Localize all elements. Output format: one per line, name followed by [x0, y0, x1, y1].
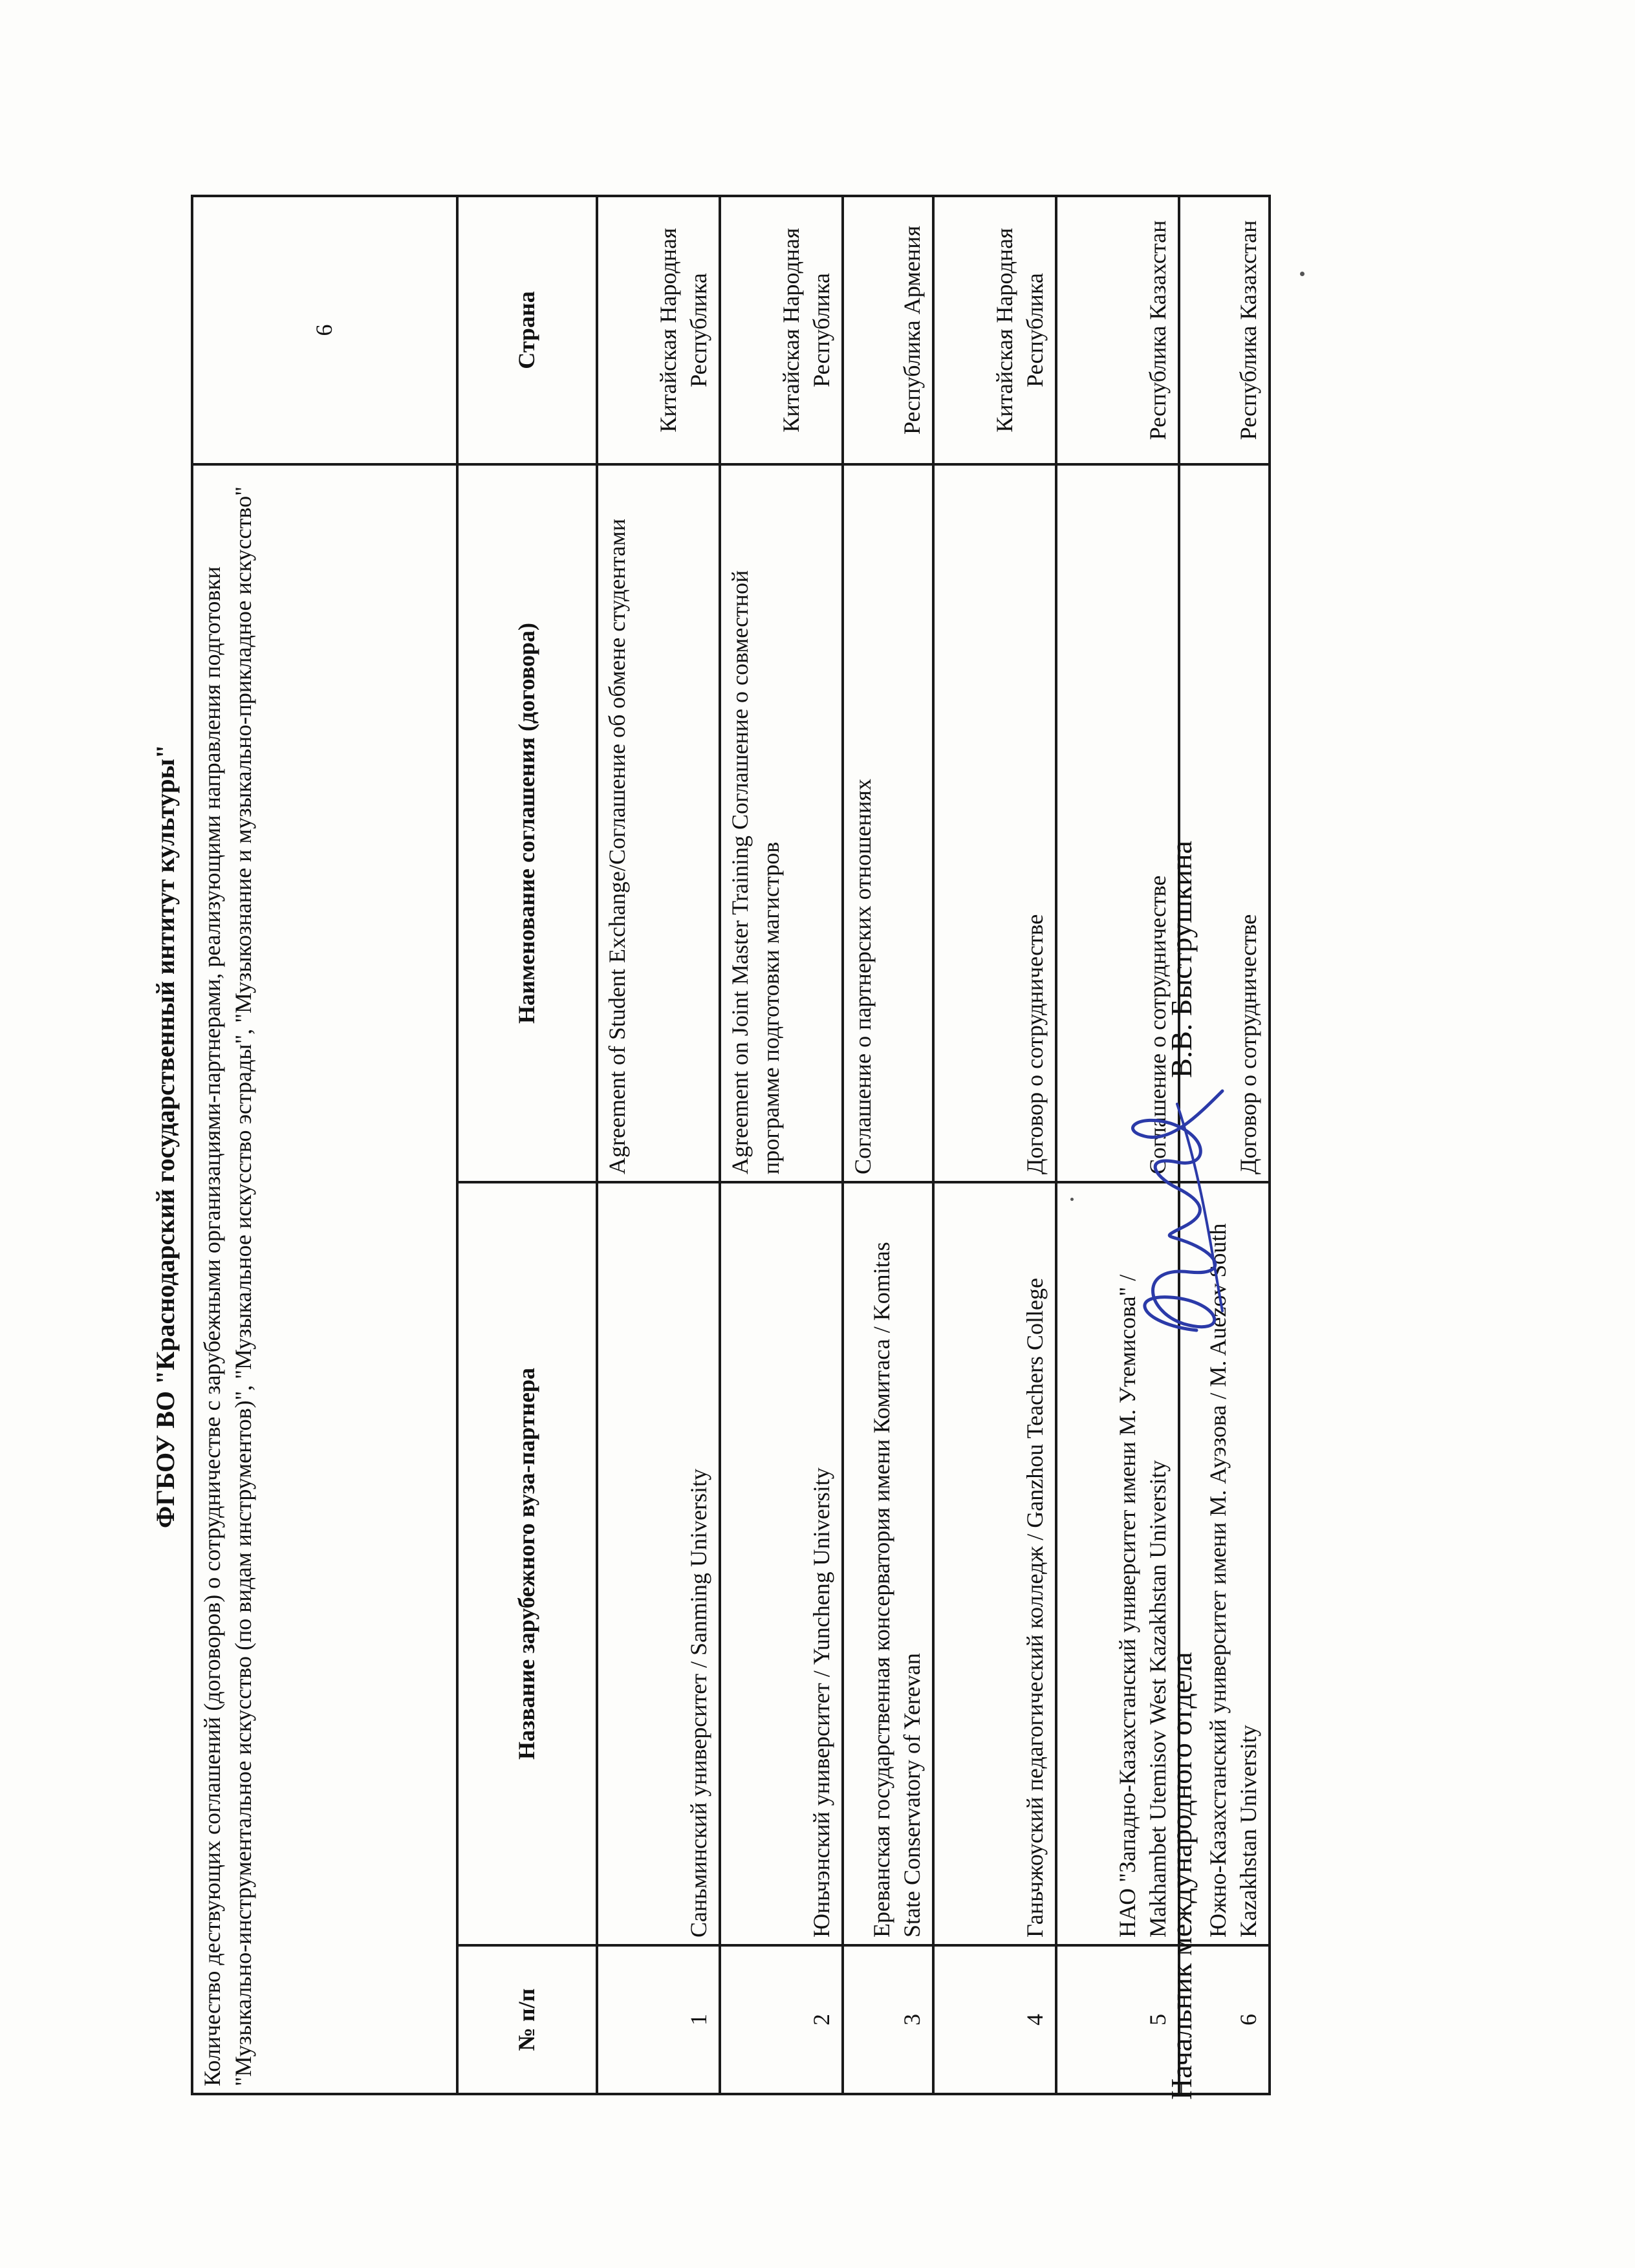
table-row: [843, 196, 933, 2094]
partner-name: Ереванская государственная консерватория имени Комитаса / Komitas State Conservatory of Yerevan: [843, 1182, 933, 1945]
agreement-name: Соглашение о партнерских отношениях: [843, 464, 933, 1182]
column-header-agreement: Наименование соглашения (договора): [457, 464, 597, 1182]
agreement-count: 6: [192, 196, 457, 464]
country: Китайская Народная Республика: [720, 196, 843, 464]
column-header-partner: Название зарубежного вуза-партнера: [457, 1182, 597, 1945]
table-row: [597, 196, 720, 2094]
row-number: 1: [597, 1945, 720, 2094]
country: Республика Казахстан: [1056, 196, 1179, 464]
row-number: 4: [933, 1945, 1056, 2094]
column-header-number: № п/п: [457, 1945, 597, 2094]
country: Китайская Народная Республика: [597, 196, 720, 464]
signatory-position: Начальник международного отдела: [1165, 1652, 1198, 2100]
country: Республика Армения: [843, 196, 933, 464]
agreement-name: Договор о сотрудничестве: [1179, 464, 1270, 1182]
row-number: 2: [720, 1945, 843, 2094]
document-title: ФГБОУ ВО "Краснодарский государственный интитут культуры": [151, 744, 180, 1528]
scan-speck: [1300, 272, 1305, 276]
country: Китайская Народная Республика: [933, 196, 1056, 464]
table-row: [720, 196, 843, 2094]
agreement-name: Соглашение о сотрудничестве: [1056, 464, 1179, 1182]
partner-name: Ганьчжоуский педагогический колледж / Ganzhou Teachers College: [933, 1182, 1056, 1945]
partner-name: Саньминский университет / Sanming University: [597, 1182, 720, 1945]
partner-name: Южно-Казахстанский университет имени М. Ауэзова / M. Auezov South Kazakhstan University: [1179, 1182, 1270, 1945]
agreement-name: Agreement on Joint Master Training Соглашение о совместной программе подготовки магистров: [720, 464, 843, 1182]
table-description: Количество дествующих соглашений (договоров) о сотрудничестве с зарубежными организациями-партнерами, реализующими направления подготовки "Музыкально-инструментальное искусство (по видам инструментов)", "Музыкальное искусство эстрады", "Музыкознание и музыкально-прикладное искусство": [192, 464, 457, 2094]
country: Республика Казахстан: [1179, 196, 1270, 464]
row-number: 6: [1179, 1945, 1270, 2094]
partner-name: Юньчэнский университет / Yuncheng University: [720, 1182, 843, 1945]
row-number: 5: [1056, 1945, 1179, 2094]
handwritten-signature: [1099, 1078, 1248, 1350]
agreement-name: Договор о сотрудничестве: [933, 464, 1056, 1182]
row-number: 3: [843, 1945, 933, 2094]
scan-speck: [1070, 1198, 1074, 1201]
description-row: [192, 196, 457, 2094]
column-header-country: Страна: [457, 196, 597, 464]
agreement-name: Agreement of Student Exchange/Соглашение об обмене студентами: [597, 464, 720, 1182]
signatory-name: В.В. Быструшкина: [1165, 840, 1198, 1078]
table-header-row: [457, 196, 597, 2094]
table-row: [933, 196, 1056, 2094]
partner-name: НАО "Западно-Казахстанский университет имени М. Утемисова" / Makhambet Utemisov West Kazakhstan University: [1056, 1182, 1179, 1945]
